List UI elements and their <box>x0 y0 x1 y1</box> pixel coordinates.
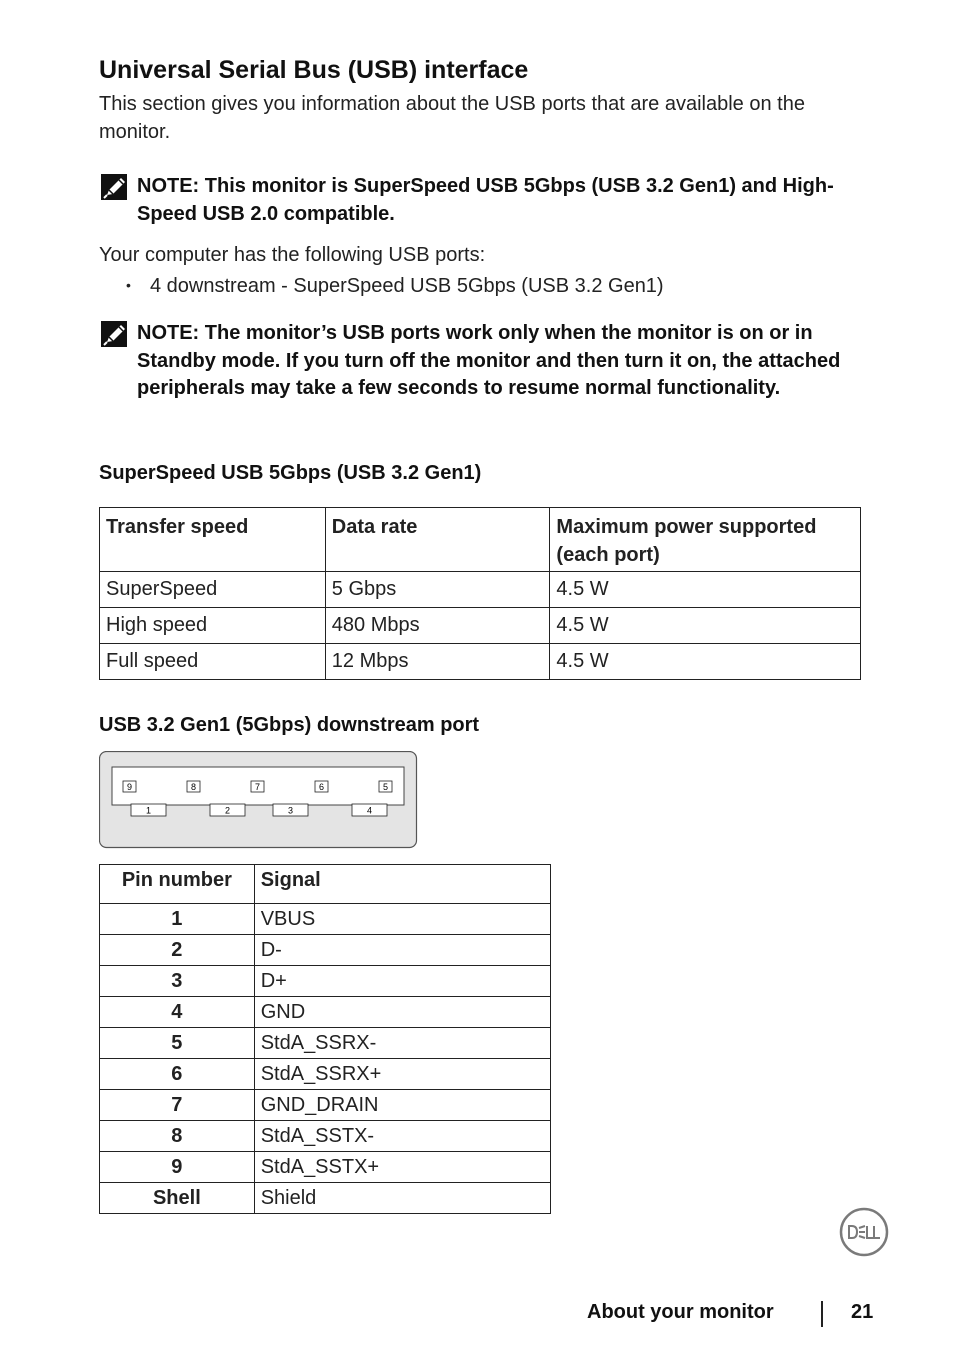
signal-cell: D+ <box>254 966 550 997</box>
signal-cell: D- <box>254 935 550 966</box>
table-row <box>100 1121 551 1152</box>
signal-cell: Shield <box>254 1183 550 1214</box>
page-number: 21 <box>851 1301 874 1323</box>
pin-label: 7 <box>254 782 261 792</box>
table-cell: 12 Mbps <box>325 644 550 680</box>
pin-label: 5 <box>382 782 389 792</box>
table-cell: 5 Gbps <box>325 572 550 608</box>
signal-cell: StdA_SSRX- <box>254 1028 550 1059</box>
table-row <box>100 1059 551 1090</box>
footer-divider <box>821 1301 823 1327</box>
pin-number-cell: 9 <box>100 1152 255 1183</box>
page-title: Universal Serial Bus (USB) interface <box>99 56 529 84</box>
table-row <box>100 935 551 966</box>
table-cell: Full speed <box>100 644 326 680</box>
column-header: Pin number <box>100 865 255 904</box>
pin-number-cell: 1 <box>100 904 255 935</box>
pin-signal-table <box>99 864 551 1214</box>
pin-label: 2 <box>224 805 231 816</box>
column-header: Data rate <box>325 508 550 572</box>
table-row <box>100 966 551 997</box>
signal-cell: StdA_SSRX+ <box>254 1059 550 1090</box>
pencil-note-icon <box>99 320 131 348</box>
table-cell: High speed <box>100 608 326 644</box>
ports-intro: Your computer has the following USB ports: <box>99 244 486 266</box>
note-compatibility <box>99 173 859 228</box>
table-row <box>100 1152 551 1183</box>
table-header-row <box>100 865 551 904</box>
signal-cell: StdA_SSTX+ <box>254 1152 550 1183</box>
table-cell: 4.5 W <box>550 644 861 680</box>
pin-label: 4 <box>366 805 373 816</box>
column-header: Maximum power supported (each port) <box>550 508 861 572</box>
pin-number-cell: 3 <box>100 966 255 997</box>
pin-label: 8 <box>190 782 197 792</box>
signal-cell: StdA_SSTX- <box>254 1121 550 1152</box>
pin-label: 6 <box>318 782 325 792</box>
pin-number-cell: 5 <box>100 1028 255 1059</box>
pin-number-cell: Shell <box>100 1183 255 1214</box>
pin-number-cell: 2 <box>100 935 255 966</box>
pin-number-cell: 6 <box>100 1059 255 1090</box>
note-standby <box>99 320 859 403</box>
table-cell: SuperSpeed <box>100 572 326 608</box>
signal-cell: GND <box>254 997 550 1028</box>
table-row <box>100 997 551 1028</box>
column-header: Signal <box>254 865 550 904</box>
bullet-icon: • <box>126 277 131 293</box>
signal-cell: VBUS <box>254 904 550 935</box>
signal-cell: GND_DRAIN <box>254 1090 550 1121</box>
pencil-note-icon <box>99 173 131 201</box>
usb-connector-diagram <box>99 751 419 849</box>
column-header: Transfer speed <box>100 508 326 572</box>
table-cell: 4.5 W <box>550 608 861 644</box>
pin-label: 9 <box>126 782 133 792</box>
port-section-heading: USB 3.2 Gen1 (5Gbps) downstream port <box>99 714 480 736</box>
pin-number-cell: 4 <box>100 997 255 1028</box>
list-item <box>126 275 664 298</box>
table-row <box>100 1183 551 1214</box>
intro-paragraph: This section gives you information about the USB ports that are available on the monitor. <box>99 93 805 143</box>
speed-section-heading: SuperSpeed USB 5Gbps (USB 3.2 Gen1) <box>99 462 482 484</box>
dell-logo <box>838 1206 890 1258</box>
table-cell: 480 Mbps <box>325 608 550 644</box>
table-row <box>100 608 861 644</box>
table-cell: 4.5 W <box>550 572 861 608</box>
table-row <box>100 1090 551 1121</box>
note-text: NOTE: The monitor’s USB ports work only when the monitor is on or in Standby mode. If you turn off the monitor and then turn it on, the attached peripherals may take a few seconds to resume normal functionality. <box>137 322 841 399</box>
table-header-row <box>100 508 861 572</box>
table-row <box>100 572 861 608</box>
pin-label: 1 <box>145 805 152 816</box>
list-item-text: 4 downstream - SuperSpeed USB 5Gbps (USB 3.2 Gen1) <box>150 275 664 297</box>
table-row <box>100 644 861 680</box>
pin-number-cell: 8 <box>100 1121 255 1152</box>
pin-number-cell: 7 <box>100 1090 255 1121</box>
table-row <box>100 1028 551 1059</box>
usb-speed-table <box>99 507 861 680</box>
note-text: NOTE: This monitor is SuperSpeed USB 5Gbps (USB 3.2 Gen1) and High-Speed USB 2.0 compatible. <box>137 175 834 225</box>
footer-section-label: About your monitor <box>587 1301 774 1323</box>
pin-label: 3 <box>287 805 294 816</box>
table-row <box>100 904 551 935</box>
